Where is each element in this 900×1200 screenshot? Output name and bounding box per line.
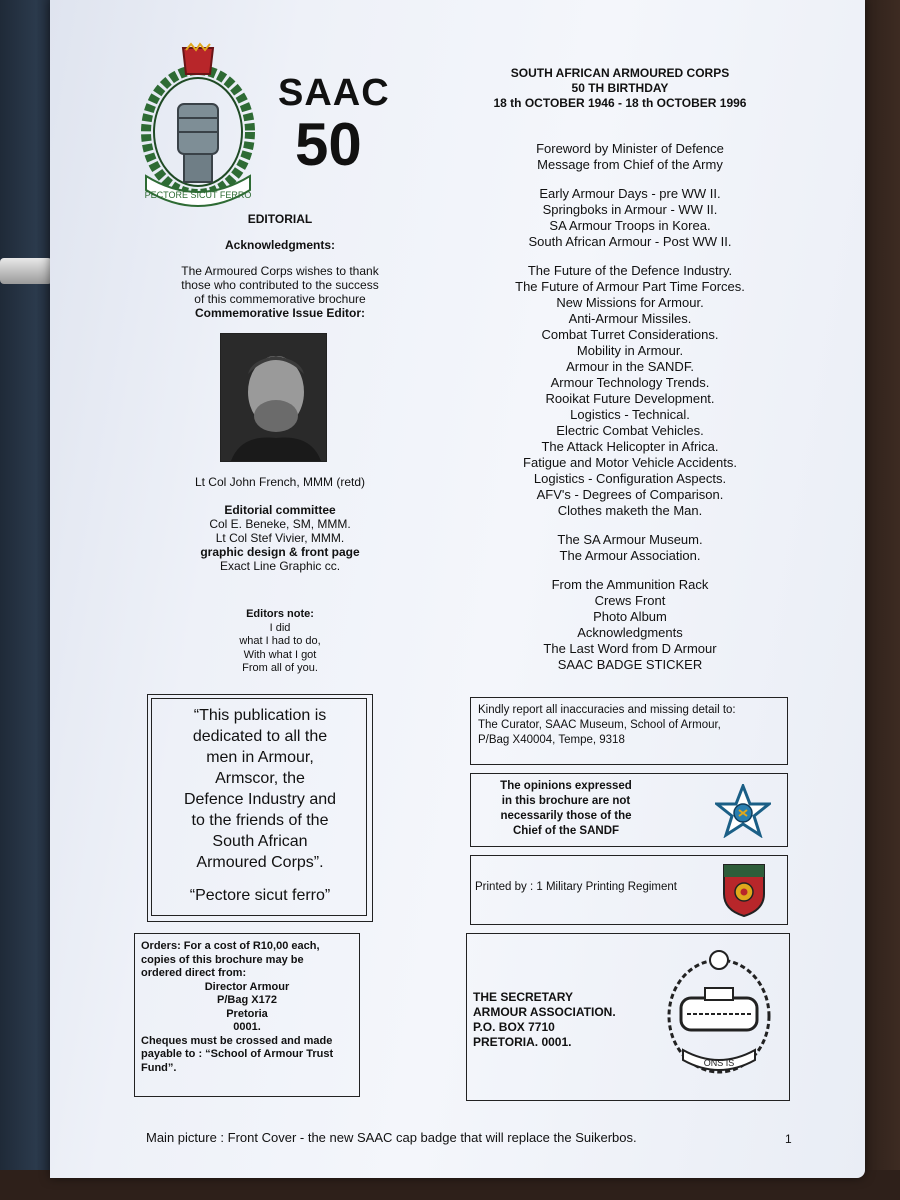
editor-photo [220,333,327,462]
committee-member: Lt Col Stef Vivier, MMM. [215,531,345,545]
toc-item: Fatigue and Motor Vehicle Accidents. [523,455,737,470]
opinion-line: in this brochure are not [501,795,631,807]
corps-header [470,66,770,111]
toc-item: Logistics - Technical. [570,407,690,422]
association-text [473,990,616,1050]
note-heading: Editors note: [246,608,314,620]
dedication-box [147,694,373,922]
toc-group [480,532,780,564]
footer-caption: Main picture : Front Cover - the new SAAC cap badge that will replace the Suikerbos. [146,1130,637,1145]
committee-heading: Editorial committee [224,503,336,517]
ack-line: of this commemorative brochure [194,292,366,306]
toc-item: Anti-Armour Missiles. [568,311,692,326]
editor-heading: Commemorative Issue Editor: [194,306,366,320]
report-box [470,697,788,765]
toc-item: South African Armour - Post WW II. [528,234,732,249]
editorial-column [150,212,410,320]
toc-item: Rooikat Future Development. [545,391,715,406]
note-line: From all of you. [242,662,318,674]
toc-item: Early Armour Days - pre WW II. [539,186,721,201]
opinion-box [470,773,788,847]
dedication-text [156,705,364,906]
toc-item: Armour in the SANDF. [566,359,694,374]
dedication-line: dedicated to all the [192,728,328,745]
ack-line: The Armoured Corps wishes to thank [181,264,379,278]
orders-line: Fund”. [141,1061,177,1074]
dedication-line: South African [212,833,308,850]
armour-association-badge [663,946,775,1086]
report-line: The Curator, SAAC Museum, School of Armour, [478,719,721,731]
sandf-star-emblem [715,784,771,838]
address-line: P/Bag X172 [217,994,277,1006]
saac-badge-logo [138,40,258,208]
svg-text:ONS IS: ONS IS [703,1058,735,1068]
dedication-line: men in Armour, [206,749,314,766]
ack-heading: Acknowledgments: [224,238,335,252]
dedication-line: Armscor, the [215,770,305,787]
dedication-line: “This publication is [193,707,327,724]
toc-item: Mobility in Armour. [576,343,684,358]
toc-item: The Armour Association. [559,548,701,563]
ack-line: those who contributed to the success [181,278,379,292]
toc-item: The Future of Armour Part Time Forces. [515,279,745,294]
orders-address [141,981,353,1035]
toc-item: Crews Front [594,593,666,608]
editorial-heading: EDITORIAL [247,212,313,226]
dedication-motto: “Pectore sicut ferro” [189,887,331,904]
page-number: 1 [785,1132,792,1146]
orders-text [141,940,353,1075]
address-line: 0001. [233,1021,261,1033]
opinion-line: The opinions expressed [500,780,632,792]
address-line: Pretoria [226,1007,268,1020]
orders-line: copies of this brochure may be [141,953,304,966]
address-line: Director Armour [204,980,290,993]
orders-line: Cheques must be crossed and made [141,1034,333,1047]
brochure-page [50,0,865,1178]
toc-item: Message from Chief of the Army [537,157,723,172]
report-line: P/Bag X40004, Tempe, 9318 [478,734,625,746]
opinion-text [481,779,651,839]
orders-box [134,933,360,1097]
svg-text:PECTORE SICUT FERRO: PECTORE SICUT FERRO [144,190,252,200]
toc-item: From the Ammunition Rack [551,577,709,592]
toc-item: The Future of the Defence Industry. [527,263,733,278]
dedication-line: Armoured Corps”. [196,854,324,871]
toc-group [480,186,780,250]
toc-item: The Attack Helicopter in Africa. [541,439,719,454]
association-line: ARMOUR ASSOCIATION. [473,1005,616,1019]
note-line: I did [269,621,291,634]
printed-text: Printed by : 1 Military Printing Regiment [475,881,677,893]
toc-item: SAAC BADGE STICKER [557,657,703,672]
toc-group [480,263,780,519]
toc-group [480,577,780,673]
toc-item: Clothes maketh the Man. [557,503,703,518]
editorial-credits [150,475,410,573]
report-text [478,703,736,748]
saac-title: SAAC [278,72,390,114]
toc-item: AFV's - Degrees of Comparison. [536,487,724,502]
fifty-title: 50 [295,111,362,178]
corps-title: SOUTH AFRICAN ARMOURED CORPS [510,66,730,80]
orders-line: ordered direct from: [141,967,247,979]
table-of-contents [480,141,780,673]
toc-item: Springboks in Armour - WW II. [542,202,718,217]
association-line: P.O. BOX 7710 [473,1020,555,1034]
toc-item: The SA Armour Museum. [557,532,703,547]
editors-note [180,608,380,676]
orders-line: Orders: For a cost of R10,00 each, [141,940,320,952]
printed-box [470,855,788,925]
toc-item: Foreword by Minister of Defence [536,141,724,156]
toc-item: Photo Album [593,609,667,624]
background-object [0,258,52,284]
toc-item: Acknowledgments [577,625,683,640]
toc-item: Armour Technology Trends. [550,375,710,390]
committee-member: Col E. Beneke, SM, MMM. [209,517,351,531]
note-line: With what I got [243,648,317,661]
opinion-line: necessarily those of the [500,810,632,822]
toc-item: Logistics - Configuration Aspects. [533,471,727,486]
association-line: THE SECRETARY [473,990,574,1004]
toc-group [480,141,780,173]
toc-item: The Last Word from D Armour [543,641,717,656]
association-line: PRETORIA. 0001. [473,1035,572,1049]
toc-item: Combat Turret Considerations. [541,327,719,342]
editor-name: Lt Col John French, MMM (retd) [194,475,366,489]
dates-line: 18 th OCTOBER 1946 - 18 th OCTOBER 1996 [493,96,747,110]
printing-regiment-shield-icon [721,862,767,918]
toc-item: New Missions for Armour. [556,295,704,310]
editor-portrait [221,334,326,461]
dedication-line: to the friends of the [191,812,329,829]
dedication-line: Defence Industry and [183,791,337,808]
design-heading: graphic design & front page [200,545,360,559]
association-box [466,933,790,1101]
orders-line: payable to : “School of Armour Trust [141,1048,334,1060]
ack-text [150,264,410,306]
opinion-line: Chief of the SANDF [512,825,620,837]
toc-item: SA Armour Troops in Korea. [549,218,711,233]
design-credit: Exact Line Graphic cc. [219,559,341,573]
note-line: what I had to do, [239,635,321,647]
report-line: Kindly report all inaccuracies and missing detail to: [478,704,736,716]
toc-item: Electric Combat Vehicles. [556,423,704,438]
birthday-line: 50 TH BIRTHDAY [571,81,669,95]
